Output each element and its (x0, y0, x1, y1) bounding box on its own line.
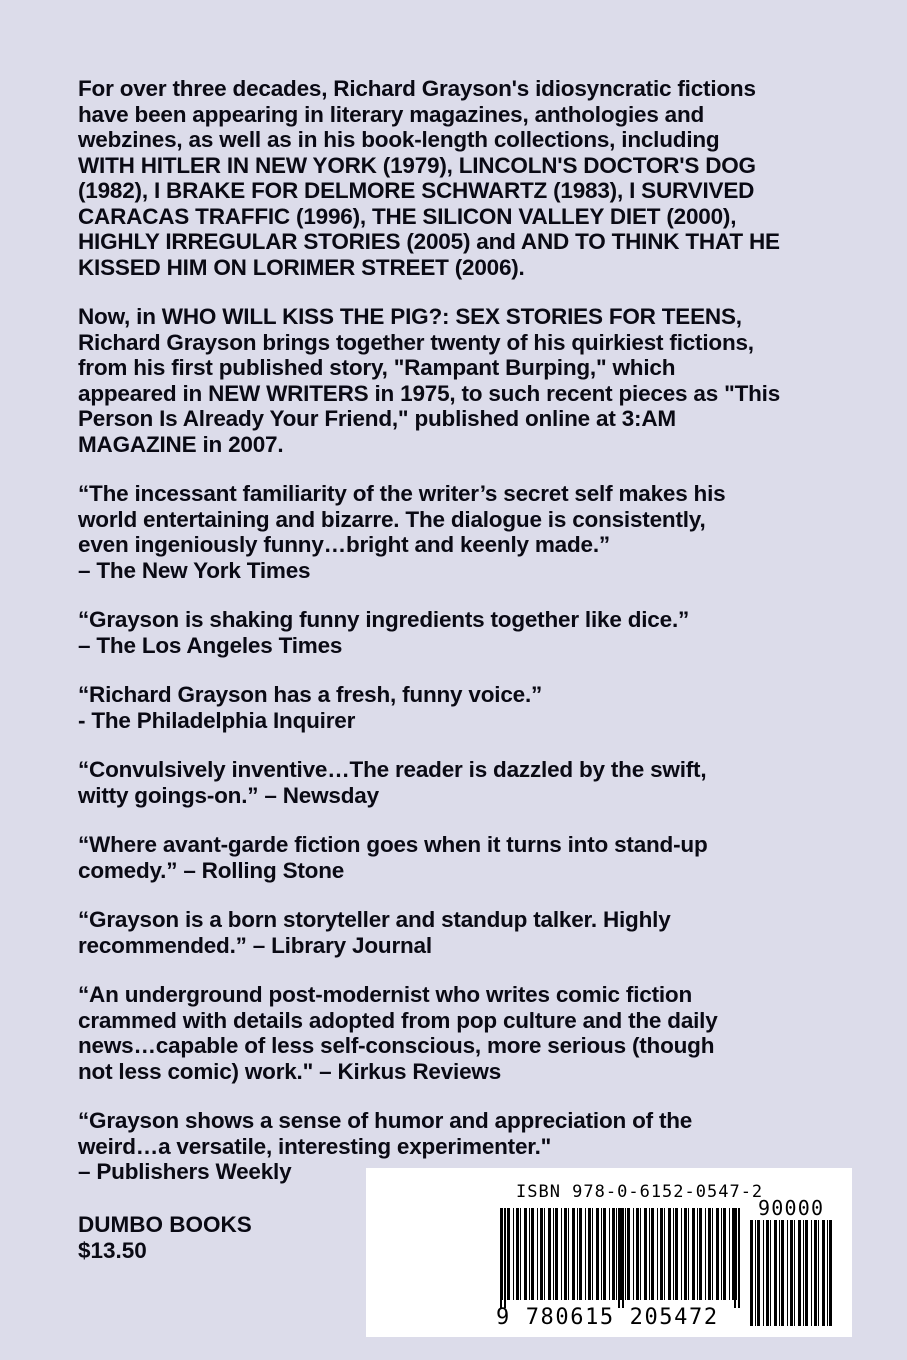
barcode-bar (798, 1220, 801, 1326)
publisher-name: DUMBO BOOKS (78, 1212, 252, 1237)
text-line: Now, in WHO WILL KISS THE PIG?: SEX STORIES FOR TEENS, (78, 304, 742, 329)
barcode-bar (579, 1208, 582, 1300)
text-line: MAGAZINE in 2007. (78, 431, 284, 457)
text-line: webzines, as well as in his book-length collections, including (78, 127, 720, 152)
barcode-bar (553, 1208, 554, 1300)
ean-digits: 9 780615 205472 (496, 1305, 719, 1330)
paragraph (78, 481, 838, 583)
text-line: – Publishers Weekly (78, 1159, 292, 1184)
barcode-guard-bar (738, 1208, 740, 1308)
barcode-bar (529, 1208, 530, 1300)
barcode-bar (609, 1208, 610, 1300)
text-line: HIGHLY IRREGULAR STORIES (2005) and AND TO THINK THAT HE (78, 229, 780, 254)
barcode-bar (585, 1208, 586, 1300)
barcode-bar (507, 1208, 510, 1300)
barcode-guard-bar (618, 1208, 620, 1308)
barcode-bar (829, 1220, 832, 1326)
barcode-bar (688, 1208, 689, 1300)
barcode-bar (757, 1220, 760, 1326)
text-line: “Grayson is a born storyteller and standup talker. Highly (78, 907, 671, 932)
text-line: “Convulsively inventive…The reader is dazzled by the swift, (78, 757, 707, 782)
barcode-bar (723, 1208, 726, 1300)
barcode-bar (555, 1208, 558, 1300)
barcode-bar (513, 1208, 514, 1300)
barcode-bar (640, 1208, 641, 1300)
text-line: not less comic) work." – Kirkus Reviews (78, 1058, 502, 1084)
barcode-bar (750, 1220, 753, 1326)
barcode-bar (794, 1220, 795, 1326)
barcode-bar (675, 1208, 678, 1300)
barcode-bar (520, 1208, 521, 1300)
barcode-bar (827, 1220, 828, 1326)
text-line: crammed with details adopted from pop culture and the daily (78, 1007, 718, 1033)
barcode-bar (822, 1220, 825, 1326)
text-line: KISSED HIM ON LORIMER STREET (2006). (78, 254, 525, 280)
text-line: even ingeniously funny…bright and keenly made.” (78, 532, 610, 557)
barcode-bar (803, 1220, 804, 1326)
barcode-bar (805, 1220, 808, 1326)
barcode-bar (708, 1208, 711, 1300)
barcode-bar (660, 1208, 663, 1300)
text-line: – The Los Angeles Times (78, 632, 343, 658)
paragraph (78, 607, 838, 658)
text-line: - The Philadelphia Inquirer (78, 707, 356, 733)
text-line: have been appearing in literary magazines, anthologies and (78, 101, 705, 127)
paragraph (78, 982, 838, 1084)
text-line: weird…a versatile, interesting experimenter." (78, 1133, 552, 1159)
text-line: Person Is Already Your Friend," published online at 3:AM (78, 406, 676, 431)
paragraph (78, 76, 838, 280)
barcode-bar (729, 1208, 730, 1300)
barcode-area (366, 1168, 852, 1337)
barcode-bar (781, 1220, 784, 1326)
barcode-bar (524, 1208, 527, 1300)
paragraph (78, 757, 838, 808)
text-line: witty goings-on.” – Newsday (78, 782, 379, 808)
barcode-bar (633, 1208, 634, 1300)
text-line: comedy.” – Rolling Stone (78, 857, 345, 883)
price: $13.50 (78, 1237, 147, 1263)
barcode-bar (668, 1208, 671, 1300)
barcode-bar (779, 1220, 780, 1326)
publisher-block (78, 1212, 252, 1263)
text-line: – The New York Times (78, 557, 311, 583)
barcode-bar (649, 1208, 650, 1300)
text-line: WITH HITLER IN NEW YORK (1979), LINCOLN'S DOCTOR'S DOG (78, 152, 756, 178)
barcode-bar (540, 1208, 543, 1300)
barcode-bar (774, 1220, 777, 1326)
barcode-guard-bar (504, 1208, 506, 1308)
barcode-bar (516, 1208, 519, 1300)
barcode-bar (814, 1220, 817, 1326)
barcode-bar (644, 1208, 647, 1300)
barcode-bar (763, 1220, 764, 1326)
text-line: “Grayson is shaking funny ingredients together like dice.” (78, 607, 690, 632)
barcode-guard-bar (500, 1208, 502, 1308)
text-line: from his first published story, "Rampant Burping," which (78, 355, 676, 380)
barcode-bar (790, 1220, 793, 1326)
barcode-bar (692, 1208, 695, 1300)
barcode-guard-bar (734, 1208, 736, 1308)
barcode-bar (603, 1208, 606, 1300)
barcode-bar (770, 1220, 771, 1326)
barcode-bar (601, 1208, 602, 1300)
barcode-bar (612, 1208, 615, 1300)
text-line: appeared in NEW WRITERS in 1975, to such recent pieces as "This (78, 380, 781, 406)
text-line: “The incessant familiarity of the writer’s secret self makes his (78, 481, 726, 506)
paragraph (78, 907, 838, 958)
barcode-bar (548, 1208, 551, 1300)
barcode-bar (699, 1208, 702, 1300)
barcode-bar (755, 1220, 756, 1326)
text-line: Richard Grayson brings together twenty of his quirkiest fictions, (78, 329, 754, 355)
barcode-bar (705, 1208, 706, 1300)
barcode-bar (673, 1208, 674, 1300)
text-line: CARACAS TRAFFIC (1996), THE SILICON VALLEY DIET (2000), (78, 203, 737, 229)
text-line: “Grayson shows a sense of humor and appreciation of the (78, 1108, 693, 1133)
text-line: For over three decades, Richard Grayson's idiosyncratic fictions (78, 76, 756, 101)
text-line: “Richard Grayson has a fresh, funny voice.” (78, 682, 543, 707)
paragraph (78, 682, 838, 733)
barcode-bar (616, 1208, 617, 1300)
barcode-bar (681, 1208, 682, 1300)
barcode-bar (531, 1208, 534, 1300)
barcode-bar (818, 1220, 819, 1326)
barcode-bar (721, 1208, 722, 1300)
barcode-guard-bar (622, 1208, 624, 1308)
barcode-bar (596, 1208, 599, 1300)
barcode-bar (544, 1208, 545, 1300)
text-line: “An underground post-modernist who writes comic fiction (78, 982, 693, 1007)
barcode-bar (561, 1208, 562, 1300)
price-code: 90000 (758, 1196, 825, 1220)
barcode-bar (712, 1208, 713, 1300)
barcode-bar (625, 1208, 626, 1300)
barcode-bar (577, 1208, 578, 1300)
barcode-bar (811, 1220, 812, 1326)
barcode-bar (537, 1208, 538, 1300)
barcode-bar (736, 1208, 737, 1300)
text-line: “Where avant-garde fiction goes when it turns into stand-up (78, 832, 708, 857)
barcode-bar (592, 1208, 593, 1300)
barcode-bar (697, 1208, 698, 1300)
barcode-bar (636, 1208, 639, 1300)
back-cover-text (78, 76, 838, 1209)
isbn-label: ISBN 978-0-6152-0547-2 (516, 1182, 764, 1202)
text-line: news…capable of less self-conscious, more serious (though (78, 1033, 715, 1058)
barcode-bar (568, 1208, 569, 1300)
text-line: (1982), I BRAKE FOR DELMORE SCHWARTZ (1983), I SURVIVED (78, 178, 755, 203)
barcode-bar (588, 1208, 591, 1300)
text-line: recommended.” – Library Journal (78, 932, 432, 958)
barcode-bar (787, 1220, 788, 1326)
paragraph (78, 304, 838, 457)
barcode-bar (657, 1208, 658, 1300)
barcode-bar (664, 1208, 665, 1300)
text-line: world entertaining and bizarre. The dialogue is consistently, (78, 506, 706, 532)
barcode-bar (572, 1208, 575, 1300)
barcode-bar (564, 1208, 567, 1300)
barcode-bar (716, 1208, 719, 1300)
barcode-bar (651, 1208, 654, 1300)
barcode-bar (684, 1208, 687, 1300)
barcode-bar (766, 1220, 769, 1326)
barcode-bar (627, 1208, 630, 1300)
paragraph (78, 832, 838, 883)
